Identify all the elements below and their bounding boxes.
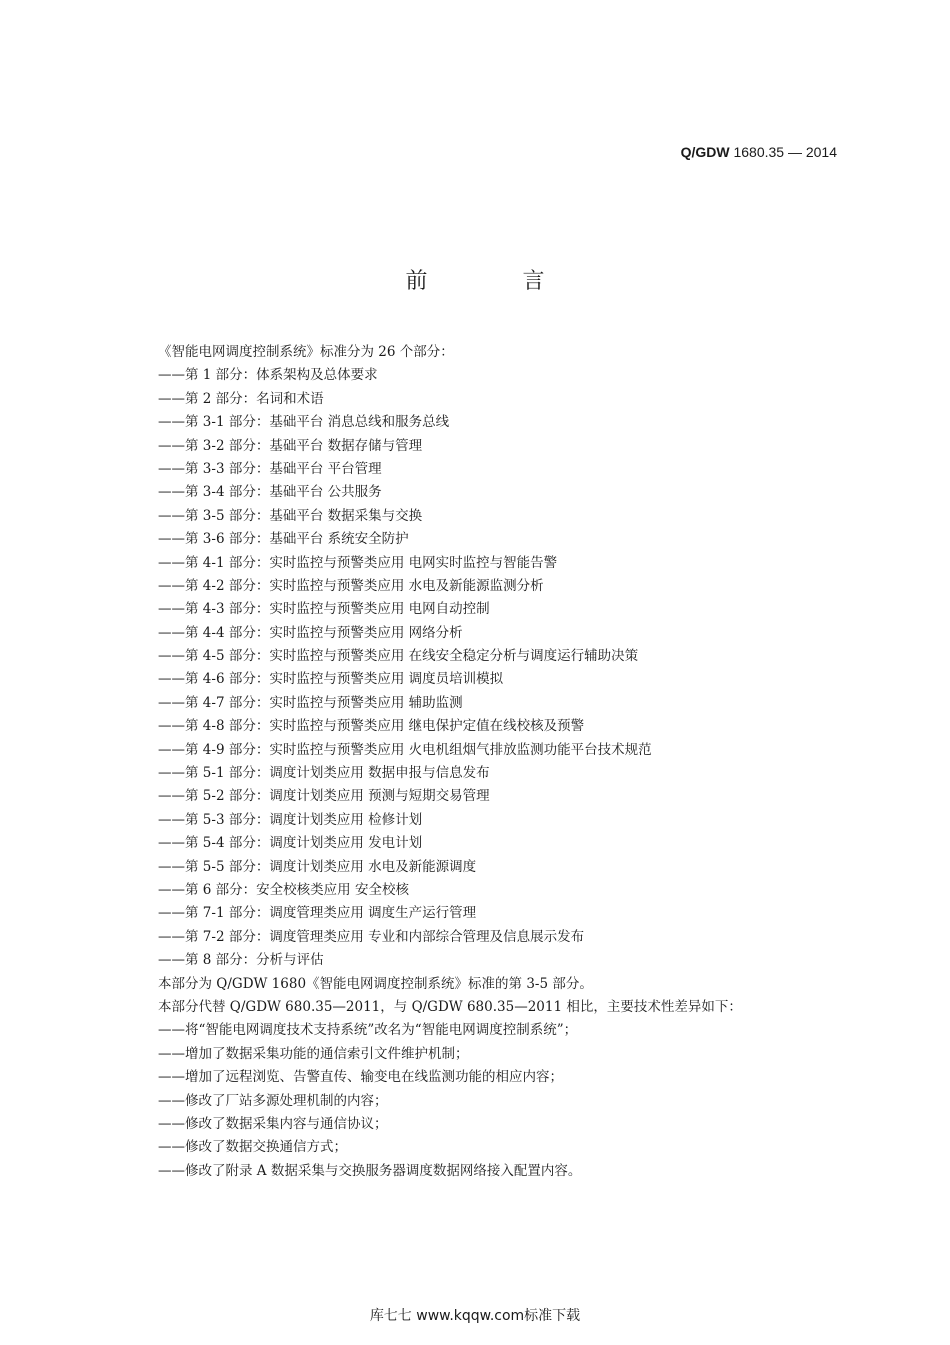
change-item: ——增加了数据采集功能的通信索引文件维护机制； xyxy=(158,1045,469,1062)
part-item: ——第 1 部分：体系架构及总体要求 xyxy=(158,367,378,384)
part-item: ——第 4-1 部分：实时监控与预警类应用 电网实时监控与智能告警 xyxy=(158,554,558,571)
part-item: ——第 7-2 部分：调度管理类应用 专业和内部综合管理及信息展示发布 xyxy=(158,928,585,945)
part-item: ——第 4-8 部分：实时监控与预警类应用 继电保护定值在线校核及预警 xyxy=(158,718,585,735)
part-item: ——第 3-4 部分：基础平台 公共服务 xyxy=(158,484,382,501)
part-item: ——第 5-4 部分：调度计划类应用 发电计划 xyxy=(158,835,423,852)
part-item: ——第 7-1 部分：调度管理类应用 调度生产运行管理 xyxy=(158,905,477,922)
standard-number: 1680.35 — 2014 xyxy=(733,144,837,160)
change-item: ——将“智能电网调度技术支持系统”改名为“智能电网调度控制系统”； xyxy=(158,1022,578,1039)
change-item: ——增加了远程浏览、告警直传、输变电在线监测功能的相应内容； xyxy=(158,1069,563,1086)
part-item: ——第 4-2 部分：实时监控与预警类应用 水电及新能源监测分析 xyxy=(158,577,544,594)
intro-line: 《智能电网调度控制系统》标准分为 26 个部分： xyxy=(158,344,454,360)
part-item: ——第 5-3 部分：调度计划类应用 检修计划 xyxy=(158,811,423,828)
change-item: ——修改了数据采集内容与通信协议； xyxy=(158,1115,388,1132)
footer-watermark: 库七七 www.kqqw.com标准下载 xyxy=(369,1308,581,1324)
change-item: ——修改了厂站多源处理机制的内容； xyxy=(158,1092,388,1109)
part-item: ——第 5-2 部分：调度计划类应用 预测与短期交易管理 xyxy=(158,788,490,805)
part-item: ——第 4-5 部分：实时监控与预警类应用 在线安全稳定分析与调度运行辅助决策 xyxy=(158,648,639,665)
standard-prefix: Q/GDW xyxy=(680,144,730,160)
replace-statement: 本部分代替 Q/GDW 680.35—2011，与 Q/GDW 680.35—2011 相比，主要技术性差异如下： xyxy=(158,998,742,1015)
page-title: 前 言 xyxy=(405,269,589,294)
part-item: ——第 5-1 部分：调度计划类应用 数据申报与信息发布 xyxy=(158,765,490,782)
part-item: ——第 3-6 部分：基础平台 系统安全防护 xyxy=(158,531,409,548)
standard-code xyxy=(681,143,837,161)
part-item: ——第 8 部分：分析与评估 xyxy=(158,952,324,969)
part-item: ——第 3-2 部分：基础平台 数据存储与管理 xyxy=(158,437,423,454)
part-item: ——第 5-5 部分：调度计划类应用 水电及新能源调度 xyxy=(158,858,477,875)
change-item: ——修改了附录 A 数据采集与交换服务器调度数据网络接入配置内容。 xyxy=(158,1162,582,1179)
part-item: ——第 2 部分：名词和术语 xyxy=(158,390,324,407)
scope-statement: 本部分为 Q/GDW 1680《智能电网调度控制系统》标准的第 3-5 部分。 xyxy=(158,975,593,992)
change-item: ——修改了数据交换通信方式； xyxy=(158,1139,347,1156)
part-item: ——第 4-7 部分：实时监控与预警类应用 辅助监测 xyxy=(158,694,463,711)
foreword-body xyxy=(158,341,858,1183)
part-item: ——第 3-1 部分：基础平台 消息总线和服务总线 xyxy=(158,414,450,431)
part-item: ——第 6 部分：安全校核类应用 安全校核 xyxy=(158,881,409,898)
part-item: ——第 4-3 部分：实时监控与预警类应用 电网自动控制 xyxy=(158,601,490,618)
part-item: ——第 3-5 部分：基础平台 数据采集与交换 xyxy=(158,507,423,524)
part-item: ——第 4-9 部分：实时监控与预警类应用 火电机组烟气排放监测功能平台技术规范 xyxy=(158,741,652,758)
part-item: ——第 4-6 部分：实时监控与预警类应用 调度员培训模拟 xyxy=(158,671,504,688)
part-item: ——第 4-4 部分：实时监控与预警类应用 网络分析 xyxy=(158,624,463,641)
part-item: ——第 3-3 部分：基础平台 平台管理 xyxy=(158,460,382,477)
